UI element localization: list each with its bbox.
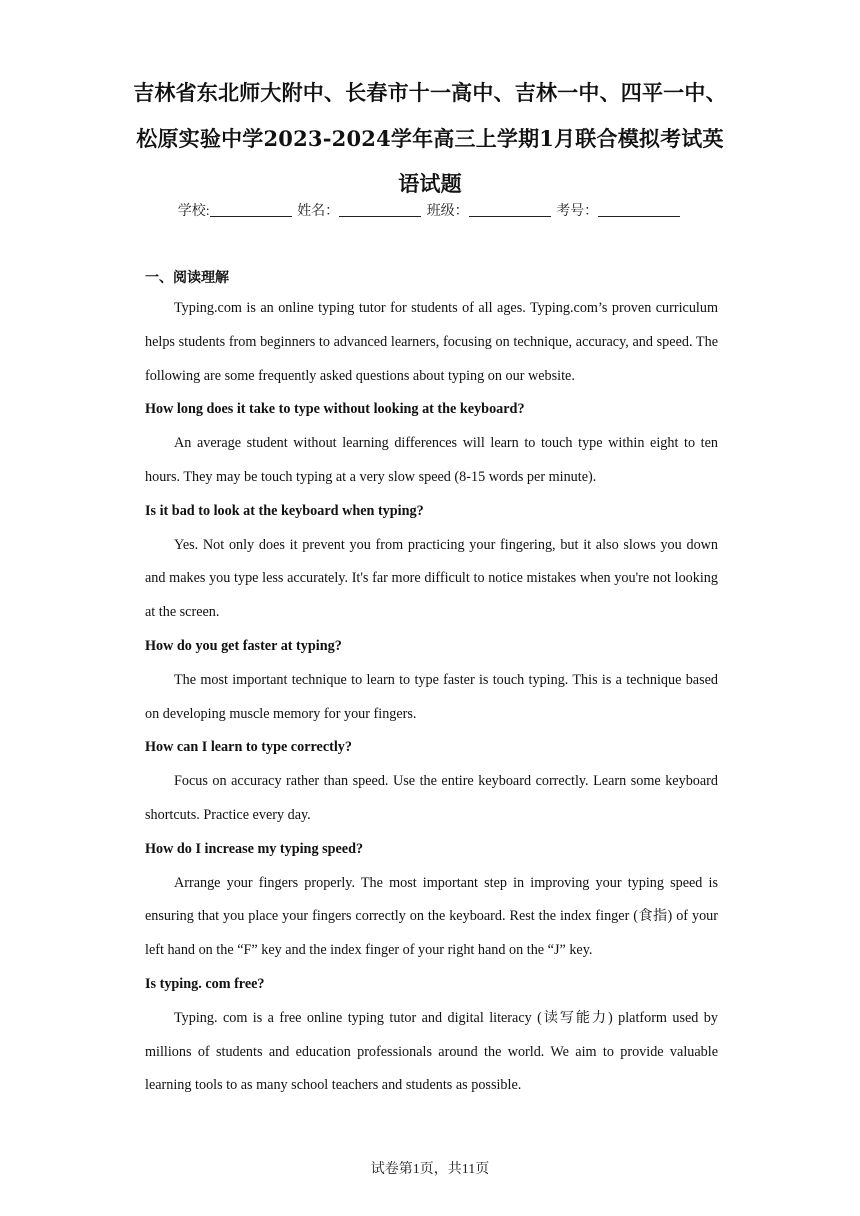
faq-answer: Focus on accuracy rather than speed. Use the entire keyboard correctly. Learn some keyboard shortcuts. Practice every day. xyxy=(145,773,718,823)
faq-question: Is it bad to look at the keyboard when typing? xyxy=(145,502,424,519)
student-info-line xyxy=(0,201,860,223)
class-blank[interactable] xyxy=(469,202,551,217)
exam-title: 吉林省东北师大附中、长春市十一高中、吉林一中、四平一中、松原实验中学2023-2024学年高三上学期1月联合模拟考试英语试题 xyxy=(133,80,727,196)
faq-question: How do I increase my typing speed? xyxy=(145,840,364,857)
intro-paragraph: Typing.com is an online typing tutor for students of all ages. Typing.com’s proven curriculum helps students from beginners to advanced learners, focusing on technique, accuracy, and speed. The following are some frequently asked questions about typing on our website. xyxy=(145,300,718,384)
school-label: 学校: xyxy=(177,204,210,219)
faq-answer: The most important technique to learn to type faster is touch typing. This is a technique based on developing muscle memory for your fingers. xyxy=(145,671,718,722)
faq-question: How can I learn to type correctly? xyxy=(145,739,352,756)
faq-question: Is typing. com free? xyxy=(145,975,265,992)
section-title: 一、阅读理解 xyxy=(145,271,229,286)
school-blank[interactable] xyxy=(210,202,292,217)
faq-question: How long does it take to type without looking at the keyboard? xyxy=(145,401,525,418)
faq-answer: Yes. Not only does it prevent you from practicing your fingering, but it also slows you down and makes you type less accurately. It's far more difficult to notice mistakes when you're not looking at the screen. xyxy=(145,536,718,621)
faq-answer: An average student without learning differences will learn to touch type within eight to ten hours. They may be touch typing at a very slow speed (8-15 words per minute). xyxy=(145,435,718,485)
exam-number-blank[interactable] xyxy=(598,202,680,217)
exam-number-label: 考号： xyxy=(556,204,599,219)
page-footer: 试卷第1页，共11页 xyxy=(370,1162,490,1177)
reading-passage xyxy=(145,292,718,1103)
name-blank[interactable] xyxy=(339,202,421,217)
faq-answer: Arrange your fingers properly. The most important step in improving your typing speed is ensuring that you place your fingers correctly on the keyboard. Rest the index finger (食指) of your left hand on the “F” key and the index finger of your right hand on the “J” key. xyxy=(145,874,718,959)
faq-question: How do you get faster at typing? xyxy=(145,637,342,654)
name-label: 姓名： xyxy=(297,204,340,219)
class-label: 班级： xyxy=(426,204,469,219)
faq-answer: Typing. com is a free online typing tutor and digital literacy (读写能力) platform used by millions of students and education professionals around the world. We aim to provide valuable learning tools to as many school teachers and students as possible. xyxy=(145,1009,718,1094)
